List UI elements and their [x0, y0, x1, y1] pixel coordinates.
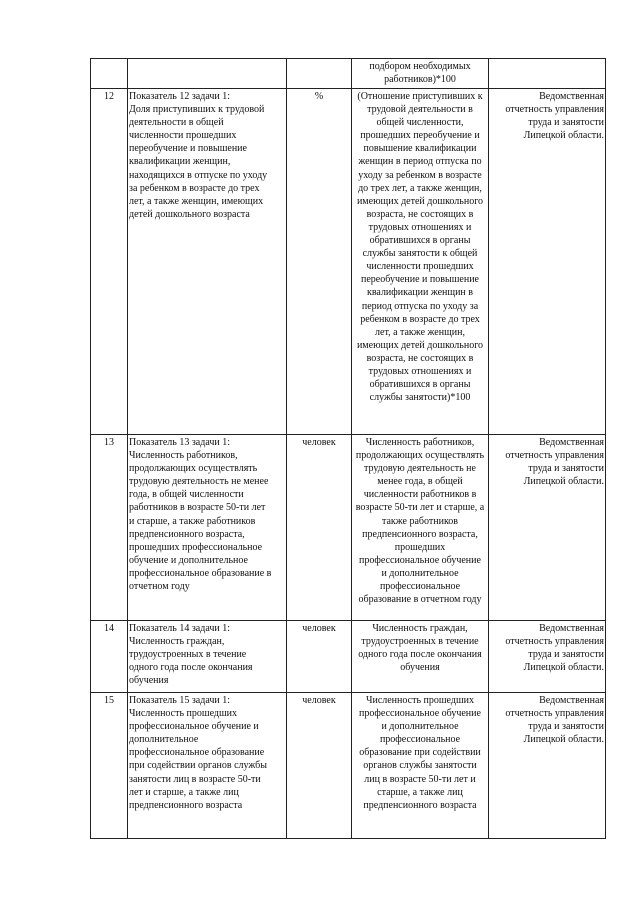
row-number-cell: 12	[91, 89, 128, 435]
formula-line: образование при содействии	[359, 747, 481, 759]
formula-line: одного года после окончания	[358, 649, 482, 661]
name-line: численности прошедших	[129, 130, 237, 142]
source-cell	[489, 59, 606, 89]
formula-line: образование в отчетном году	[358, 594, 482, 606]
source-cell	[489, 621, 606, 693]
name-line: прошедших профессиональное	[129, 541, 263, 553]
source-line: Липецкой области.	[523, 662, 604, 674]
name-line: профессиональное образование	[129, 747, 265, 759]
name-line: продолжающих осуществлять	[129, 463, 258, 475]
source-line: отчетность управления	[505, 104, 604, 116]
name-line: Численность работников,	[129, 450, 238, 462]
name-line: Численность граждан,	[129, 636, 225, 648]
formula-line: продолжающих осуществлять	[355, 450, 485, 462]
formula-cell	[352, 621, 489, 693]
name-line: обучение и дополнительное	[129, 554, 248, 566]
name-line: работников в возрасте 50-ти лет	[129, 502, 266, 514]
source-line: Липецкой области.	[523, 734, 604, 746]
formula-line: профессиональное	[379, 734, 461, 746]
formula-line: до трех лет, а также женщин,	[358, 182, 482, 194]
name-line: лет и старше, а также лиц	[129, 786, 239, 798]
name-line: Показатель 15 задачи 1:	[129, 695, 231, 706]
name-line: Доля приступивших к трудовой	[129, 104, 265, 116]
formula-line: женщин в период отпуска по	[358, 156, 482, 168]
formula-line: менее года, в общей	[377, 476, 463, 488]
unit-cell: %	[287, 89, 352, 435]
name-line: Численность прошедших	[129, 708, 238, 720]
formula-line: лиц в возрасте 50-ти лет и	[364, 773, 476, 785]
formula-line: профессиональное обучение	[359, 554, 481, 566]
source-line: труда и занятости	[528, 649, 604, 661]
indicator-name-cell	[128, 621, 287, 693]
source-line: отчетность управления	[505, 636, 604, 648]
table-row	[91, 435, 606, 621]
formula-line: Численность прошедших	[365, 695, 475, 706]
name-line: деятельности в общей	[129, 117, 224, 129]
formula-line: обратившихся в органы	[369, 379, 471, 391]
formula-line: Численность работников,	[365, 437, 475, 448]
source-line: Ведомственная	[539, 91, 604, 102]
name-line: трудоустроенных в течение	[129, 649, 247, 661]
indicator-name-cell	[128, 693, 287, 839]
name-line: детей дошкольного возраста	[129, 208, 250, 220]
name-line: за ребенком в возрасте до трех	[129, 182, 260, 194]
formula-line: Численность граждан,	[372, 623, 468, 634]
unit-cell: человек	[287, 435, 352, 621]
source-line: труда и занятости	[528, 463, 604, 475]
formula-line: прошедших	[394, 541, 446, 553]
name-line: квалификации женщин,	[129, 156, 231, 168]
name-line: Показатель 12 задачи 1:	[129, 91, 231, 102]
name-line: обучения	[129, 675, 169, 687]
table-row	[91, 59, 606, 89]
formula-line: и дополнительное	[381, 721, 459, 733]
formula-line: имеющих детей дошкольного	[356, 339, 484, 351]
source-line: Ведомственная	[539, 695, 604, 706]
name-line: находящихся в отпуске по уходу	[129, 169, 268, 181]
formula-line: предпенсионного возраста	[363, 799, 477, 811]
formula-line: численности работников в	[363, 489, 477, 501]
source-line: Липецкой области.	[523, 130, 604, 142]
name-line: трудовую деятельность не менее	[129, 476, 269, 488]
formula-line: (Отношение приступивших к	[357, 91, 483, 102]
table-row	[91, 621, 606, 693]
name-line: Показатель 14 задачи 1:	[129, 623, 231, 634]
name-line: и старше, а также работников	[129, 515, 256, 527]
formula-line: повышение квалификации	[363, 143, 477, 155]
name-line: профессиональное образование в	[129, 567, 272, 579]
formula-line: имеющих детей дошкольного	[356, 195, 484, 207]
name-line: предпенсионного возраста,	[129, 528, 245, 540]
name-line: лет, а также женщин, имеющих	[129, 195, 264, 207]
source-line: труда и занятости	[528, 117, 604, 129]
formula-line: период отпуска по уходу за	[361, 300, 479, 312]
formula-line: численности прошедших	[366, 261, 474, 273]
formula-cell	[352, 435, 489, 621]
name-line: переобучение и повышение	[129, 143, 247, 155]
name-line: профессиональное обучение и	[129, 721, 259, 733]
name-line: занятости лиц в возрасте 50-ти	[129, 773, 261, 785]
formula-line: также работников	[381, 515, 459, 527]
row-number-cell: 13	[91, 435, 128, 621]
source-cell	[489, 89, 606, 435]
formula-line: подбором необходимых	[369, 61, 471, 72]
formula-line: обратившихся в органы	[369, 235, 471, 247]
row-number-cell	[91, 59, 128, 89]
formula-line: профессиональное	[379, 581, 461, 593]
formula-line: работников)*100	[384, 74, 456, 86]
formula-line: органов службы занятости	[363, 760, 477, 772]
formula-line: предпенсионного возраста,	[362, 528, 478, 540]
name-line: дополнительное	[129, 734, 199, 746]
indicators-table	[90, 58, 606, 839]
formula-line: службы занятости к общей	[362, 248, 478, 260]
table-row	[91, 693, 606, 839]
source-line: отчетность управления	[505, 450, 604, 462]
formula-line: трудовых отношениях и	[368, 365, 472, 377]
formula-line: старше, а также лиц	[377, 786, 463, 798]
indicator-name-cell	[128, 89, 287, 435]
formula-line: трудовую деятельность не	[364, 463, 476, 475]
formula-cell	[352, 693, 489, 839]
formula-line: возраста, не состоящих в	[366, 352, 474, 364]
formula-line: квалификации женщин в	[366, 287, 474, 299]
source-line: Липецкой области.	[523, 476, 604, 488]
row-number-cell: 15	[91, 693, 128, 839]
name-line: года, в общей численности	[129, 489, 244, 501]
formula-cell	[352, 89, 489, 435]
source-cell	[489, 435, 606, 621]
indicator-name-cell	[128, 435, 287, 621]
name-line: предпенсионного возраста	[129, 799, 243, 811]
name-line: одного года после окончания	[129, 662, 253, 674]
formula-line: общей численности,	[376, 117, 464, 129]
formula-line: трудовой деятельности в	[367, 104, 473, 116]
formula-cell	[352, 59, 489, 89]
formula-line: прошедших переобучение и	[360, 130, 480, 142]
name-line: при содействии органов службы	[129, 760, 267, 772]
formula-line: профессиональное обучение	[359, 708, 481, 720]
formula-line: уходу за ребенком в возрасте	[358, 169, 482, 181]
name-line: отчетном году	[129, 581, 190, 593]
name-line: Показатель 13 задачи 1:	[129, 437, 231, 448]
formula-line: возрасте 50-ти лет и старше, а	[355, 502, 485, 514]
formula-line: трудовых отношениях и	[368, 221, 472, 233]
formula-line: трудоустроенных в течение	[361, 636, 479, 648]
formula-line: и дополнительное	[381, 567, 459, 579]
formula-line: ребенком в возрасте до трех	[360, 313, 480, 325]
source-line: труда и занятости	[528, 721, 604, 733]
source-line: Ведомственная	[539, 623, 604, 634]
unit-cell: человек	[287, 693, 352, 839]
formula-line: службы занятости)*100	[369, 392, 471, 404]
indicator-name-cell	[128, 59, 287, 89]
unit-cell	[287, 59, 352, 89]
row-number-cell: 14	[91, 621, 128, 693]
table-row	[91, 89, 606, 435]
formula-line: возраста, не состоящих в	[366, 208, 474, 220]
source-line: отчетность управления	[505, 708, 604, 720]
source-line: Ведомственная	[539, 437, 604, 448]
formula-line: лет, а также женщин,	[375, 326, 465, 338]
formula-line: переобучение и повышение	[361, 274, 479, 286]
source-cell	[489, 693, 606, 839]
unit-cell: человек	[287, 621, 352, 693]
formula-line: обучения	[400, 662, 440, 674]
